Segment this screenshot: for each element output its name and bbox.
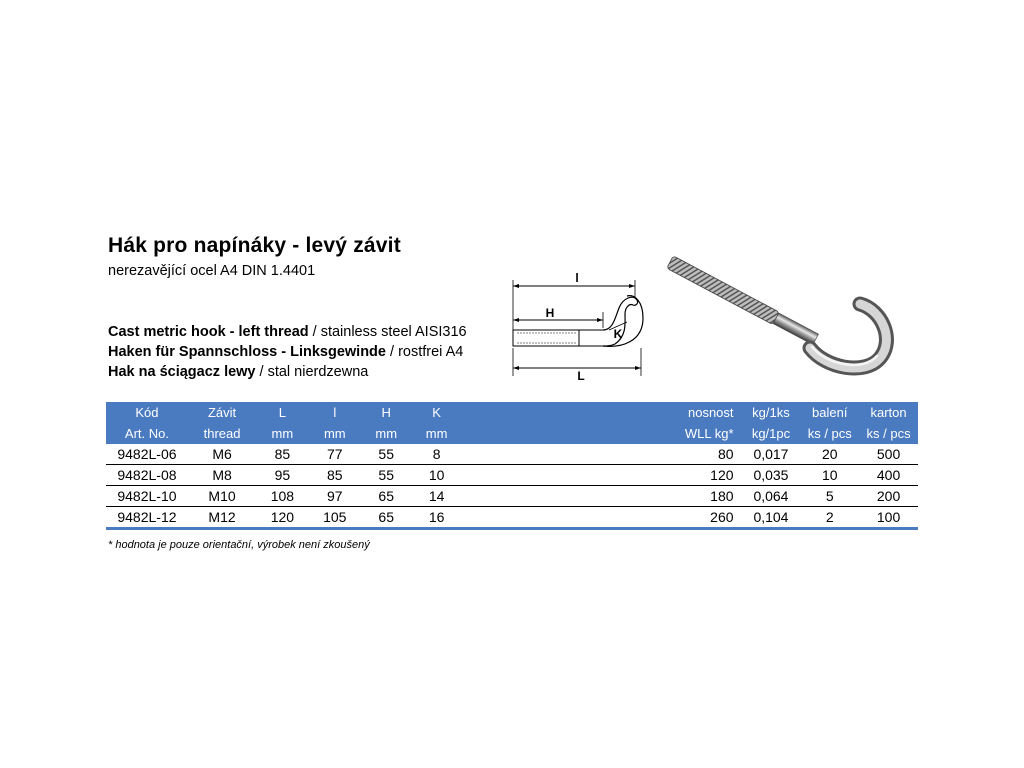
cell-carton: 500	[859, 444, 918, 465]
col-subheader-thread: thread	[188, 423, 256, 444]
col-subheader-spacer	[462, 423, 671, 444]
cell-code: 9482L-10	[106, 486, 188, 507]
cell-H: 55	[361, 465, 411, 486]
hook-dimension-diagram	[505, 272, 670, 384]
cell-H: 65	[361, 486, 411, 507]
cell-K: 14	[411, 486, 461, 507]
table-header-row-2	[106, 423, 918, 444]
table-row	[106, 444, 918, 465]
table-row	[106, 486, 918, 507]
col-header-H: H	[361, 402, 411, 423]
cell-pack: 5	[800, 486, 859, 507]
cell-spacer	[462, 486, 671, 507]
product-subtitle: nerezavějící ocel A4 DIN 1.4401	[108, 263, 316, 279]
cell-code: 9482L-08	[106, 465, 188, 486]
cell-L: 120	[256, 507, 308, 529]
col-header-thread: Závit	[188, 402, 256, 423]
table-row	[106, 465, 918, 486]
col-subheader-K: mm	[411, 423, 461, 444]
cell-wll: 80	[670, 444, 741, 465]
cell-weight: 0,017	[742, 444, 801, 465]
cell-wll: 180	[670, 486, 741, 507]
cell-thread: M10	[188, 486, 256, 507]
specification-table	[106, 402, 918, 530]
translations-block	[108, 322, 467, 382]
cell-weight: 0,064	[742, 486, 801, 507]
cell-l: 97	[309, 486, 361, 507]
table-header-row-1	[106, 402, 918, 423]
cell-weight: 0,104	[742, 507, 801, 529]
col-subheader-code: Art. No.	[106, 423, 188, 444]
cell-l: 85	[309, 465, 361, 486]
cell-code: 9482L-06	[106, 444, 188, 465]
hook-product-photo	[660, 248, 910, 384]
cell-L: 95	[256, 465, 308, 486]
cell-carton: 100	[859, 507, 918, 529]
col-header-l: l	[309, 402, 361, 423]
cell-carton: 400	[859, 465, 918, 486]
cell-carton: 200	[859, 486, 918, 507]
cell-code: 9482L-12	[106, 507, 188, 529]
translation-pl: Hak na ściągacz lewy / stal nierdzewna	[108, 364, 369, 380]
cell-l: 77	[309, 444, 361, 465]
cell-H: 65	[361, 507, 411, 529]
col-subheader-pack: ks / pcs	[800, 423, 859, 444]
cell-wll: 260	[670, 507, 741, 529]
product-title: Hák pro napínáky - levý závit	[108, 234, 401, 257]
col-subheader-weight: kg/1pc	[742, 423, 801, 444]
cell-weight: 0,035	[742, 465, 801, 486]
diagram-label-L: L	[577, 369, 585, 383]
diagram-label-h: H	[545, 306, 555, 320]
col-header-wll: nosnost	[670, 402, 741, 423]
cell-H: 55	[361, 444, 411, 465]
col-header-L: L	[256, 402, 308, 423]
cell-K: 16	[411, 507, 461, 529]
table-row	[106, 507, 918, 529]
cell-thread: M12	[188, 507, 256, 529]
col-header-K: K	[411, 402, 461, 423]
col-subheader-l: mm	[309, 423, 361, 444]
cell-thread: M6	[188, 444, 256, 465]
col-header-carton: karton	[859, 402, 918, 423]
cell-spacer	[462, 465, 671, 486]
cell-K: 10	[411, 465, 461, 486]
col-subheader-L: mm	[256, 423, 308, 444]
cell-spacer	[462, 444, 671, 465]
col-subheader-H: mm	[361, 423, 411, 444]
cell-L: 108	[256, 486, 308, 507]
cell-L: 85	[256, 444, 308, 465]
cell-spacer	[462, 507, 671, 529]
col-header-weight: kg/1ks	[742, 402, 801, 423]
col-header-code: Kód	[106, 402, 188, 423]
diagram-label-k: K	[613, 327, 623, 341]
cell-pack: 10	[800, 465, 859, 486]
col-subheader-wll: WLL kg*	[670, 423, 741, 444]
translation-en: Cast metric hook - left thread / stainless steel AISI316	[108, 324, 467, 340]
col-header-spacer	[462, 402, 671, 423]
cell-pack: 2	[800, 507, 859, 529]
cell-pack: 20	[800, 444, 859, 465]
footnote: * hodnota je pouze orientační, výrobek není zkoušený	[108, 539, 370, 551]
cell-K: 8	[411, 444, 461, 465]
diagram-label-l: l	[575, 272, 579, 285]
col-header-pack: balení	[800, 402, 859, 423]
cell-l: 105	[309, 507, 361, 529]
translation-de: Haken für Spannschloss - Linksgewinde / rostfrei A4	[108, 344, 464, 360]
cell-wll: 120	[670, 465, 741, 486]
col-subheader-carton: ks / pcs	[859, 423, 918, 444]
cell-thread: M8	[188, 465, 256, 486]
